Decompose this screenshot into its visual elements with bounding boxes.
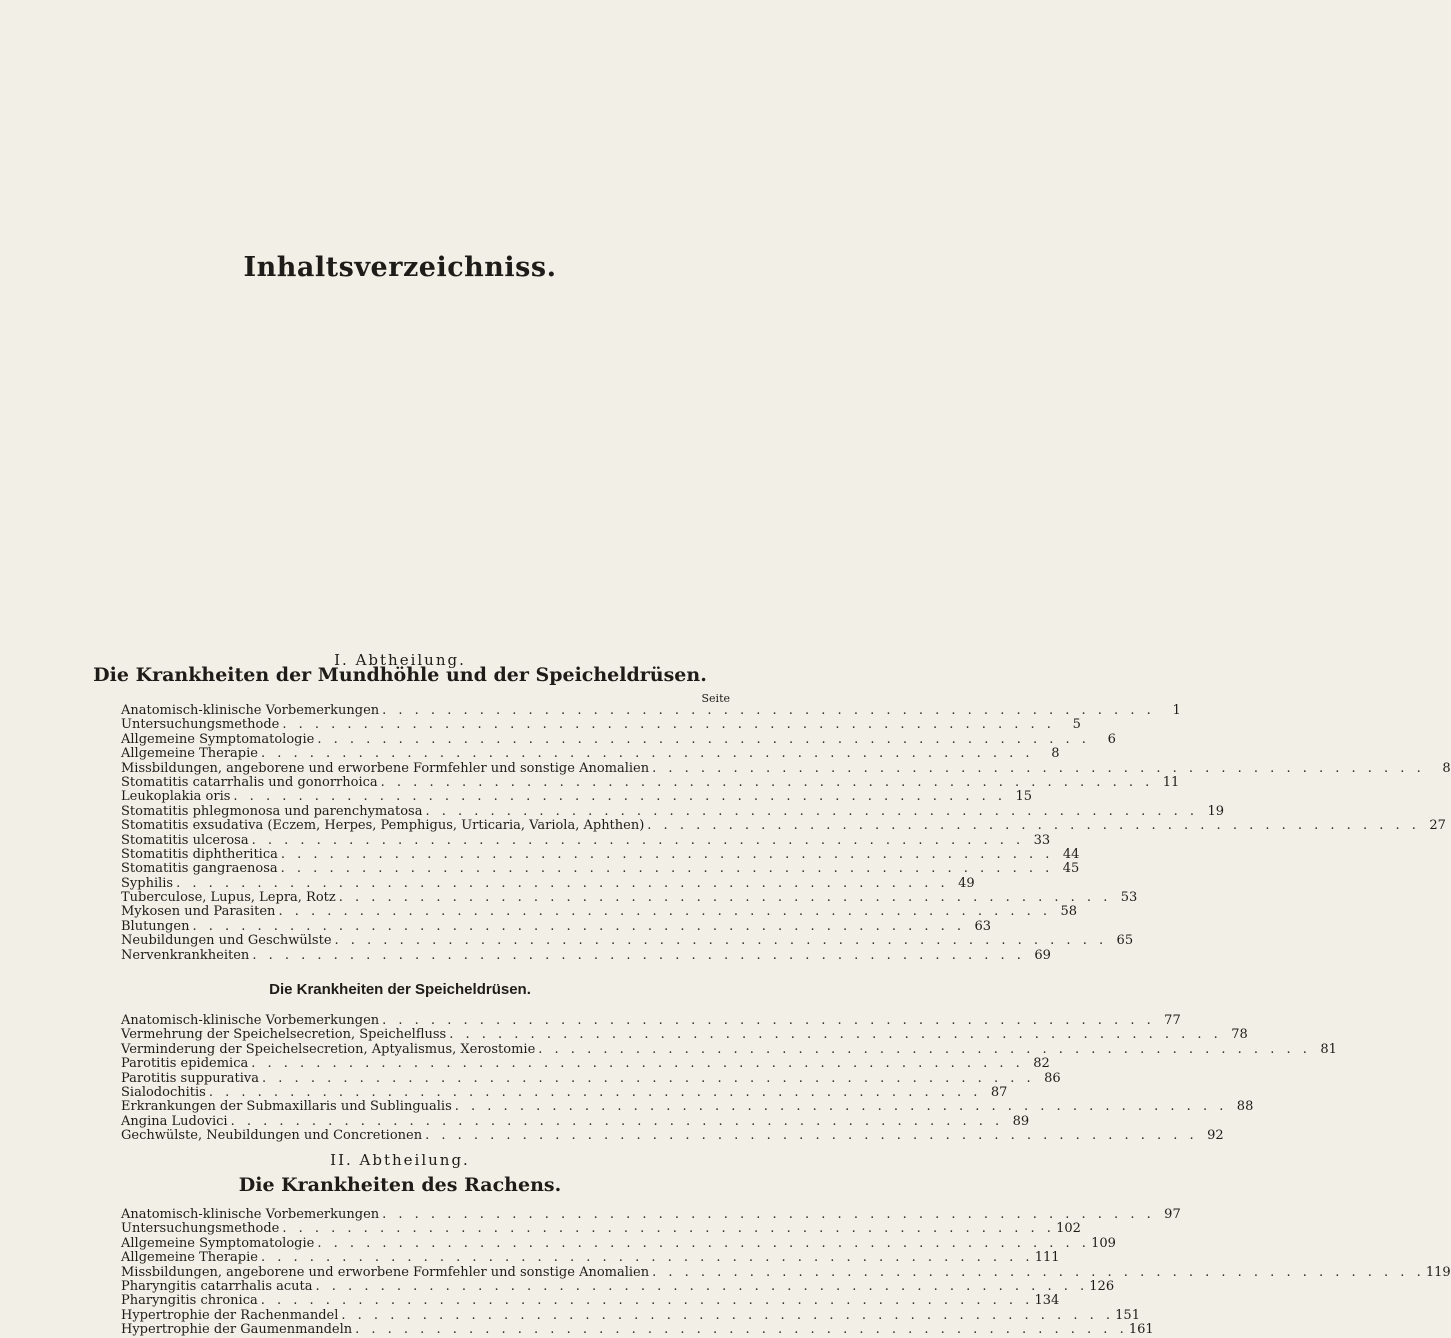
dot-leader: . . . . . . . . . . . . . . . . . . . . . . . . . . . . . . . . . . . . . . . . . . . . . . . .	[538, 1041, 1311, 1057]
dot-leader: . . . . . . . . . . . . . . . . . . . . . . . . . . . . . . . . . . . . . . . . . . . . . . . .	[280, 846, 1054, 862]
dot-leader: . . . . . . . . . . . . . . . . . . . . . . . . . . . . . . . . . . . . . . . . . . . . . . . .	[382, 1207, 1155, 1222]
toc-entry	[121, 1113, 1030, 1129]
dot-leader: . . . . . . . . . . . . . . . . . . . . . . . . . . . . . . . . . . . . . . . . . . . . . . . .	[334, 933, 1108, 949]
toc-entry-page: 44	[1062, 846, 1080, 862]
toc-entry-page: 161	[1128, 1322, 1154, 1338]
toc-entry-page: 86	[1044, 1070, 1061, 1086]
toc-entry-label: Pharyngitis chronica	[121, 1293, 258, 1309]
toc-entry	[121, 789, 1032, 805]
toc-entry-page: 15	[1015, 789, 1032, 805]
toc-entry-label: Stomatitis ulcerosa	[121, 832, 249, 848]
dot-leader: . . . . . . . . . . . . . . . . . . . . . . . . . . . . . . . . . . . . . . . . . . . . . . . .	[260, 1293, 1034, 1309]
toc-entry-label: Untersuchungsmethode	[121, 717, 280, 733]
toc-entry-page: 81	[1320, 1041, 1337, 1057]
toc-entry	[121, 875, 975, 891]
dot-leader: . . . . . . . . . . . . . . . . . . . . . . . . . . . . . . . . . . . . . . . . . . . . . . . .	[652, 760, 1425, 776]
toc-entry	[121, 803, 1225, 819]
toc-entry-label: Blutungen	[121, 918, 190, 934]
dot-leader: . . . . . . . . . . . . . . . . . . . . . . . . . . . . . . . . . . . . . . . . . . . . . . . .	[652, 1264, 1425, 1280]
dot-leader: . . . . . . . . . . . . . . . . . . . . . . . . . . . . . . . . . . . . . . . . . . . . . . . .	[252, 947, 1025, 963]
part-2-toc-list	[121, 1207, 1451, 1338]
toc-entry-label: Allgemeine Symptomatologie	[121, 1235, 315, 1251]
toc-entry	[121, 1070, 1061, 1086]
dot-leader: . . . . . . . . . . . . . . . . . . . . . . . . . . . . . . . . . . . . . . . . . . . . . . . .	[425, 803, 1199, 819]
toc-entry-page: 53	[1120, 890, 1138, 906]
dot-leader: . . . . . . . . . . . . . . . . . . . . . . . . . . . . . . . . . . . . . . . . . . . . . . . .	[317, 1235, 1090, 1251]
dot-leader: . . . . . . . . . . . . . . . . . . . . . . . . . . . . . . . . . . . . . . . . . . . . . . . .	[282, 717, 1055, 733]
toc-entry	[121, 1221, 1081, 1237]
dot-leader: . . . . . . . . . . . . . . . . . . . . . . . . . . . . . . . . . . . . . . . . . . . . . . . .	[251, 1056, 1024, 1072]
toc-entry-label: Stomatitis phlegmonosa und parenchymatosa	[121, 803, 423, 819]
toc-entry-page: 89	[1012, 1113, 1030, 1129]
toc-entry	[121, 760, 1451, 776]
toc-entry-label: Stomatitis catarrhalis und gonorrhoica	[121, 774, 378, 790]
toc-entry	[121, 947, 1051, 963]
toc-entry-page: 19	[1207, 803, 1225, 819]
toc-entry-page: 49	[958, 875, 975, 891]
toc-entry-page: 6	[1107, 731, 1116, 747]
toc-entry-label: Neubildungen und Geschwülste	[121, 933, 332, 949]
toc-entry-page: 82	[1033, 1056, 1050, 1072]
toc-entry	[121, 731, 1116, 747]
toc-entry-page: 97	[1164, 1207, 1181, 1222]
toc-entry-page: 126	[1089, 1278, 1115, 1294]
toc-entry-label: Allgemeine Therapie	[121, 746, 258, 762]
toc-entry-label: Syphilis	[121, 875, 174, 891]
toc-entry-page: 77	[1164, 1013, 1181, 1028]
toc-entry	[121, 1041, 1337, 1057]
toc-entry-page: 88	[1236, 1099, 1254, 1115]
toc-entry-label: Stomatitis diphtheritica	[121, 846, 278, 862]
toc-entry-label: Anatomisch-klinische Vorbemerkungen	[121, 703, 380, 718]
toc-entry-label: Stomatitis gangraenosa	[121, 861, 278, 877]
dot-leader: . . . . . . . . . . . . . . . . . . . . . . . . . . . . . . . . . . . . . . . . . . . . . . . .	[315, 1278, 1089, 1294]
toc-entry-page: 63	[974, 918, 992, 934]
dot-leader: . . . . . . . . . . . . . . . . . . . . . . . . . . . . . . . . . . . . . . . . . . . . . . . .	[233, 789, 1006, 805]
toc-entry-page: 69	[1034, 947, 1051, 963]
dot-leader: . . . . . . . . . . . . . . . . . . . . . . . . . . . . . . . . . . . . . . . . . . . . . . . .	[260, 1250, 1034, 1266]
toc-entry	[121, 890, 1138, 906]
division-2-heading: II. Abtheilung.	[330, 1151, 470, 1169]
toc-entry-label: Parotitis suppurativa	[121, 1070, 260, 1086]
page-title: Inhaltsverzeichniss.	[243, 252, 557, 283]
dot-leader: . . . . . . . . . . . . . . . . . . . . . . . . . . . . . . . . . . . . . . . . . . . . . . . .	[454, 1099, 1228, 1115]
dot-leader: . . . . . . . . . . . . . . . . . . . . . . . . . . . . . . . . . . . . . . . . . . . . . . . .	[355, 1322, 1128, 1338]
dot-leader: . . . . . . . . . . . . . . . . . . . . . . . . . . . . . . . . . . . . . . . . . . . . . . . .	[176, 875, 949, 891]
dot-leader: . . . . . . . . . . . . . . . . . . . . . . . . . . . . . . . . . . . . . . . . . . . . . . . .	[282, 1221, 1055, 1237]
dot-leader: . . . . . . . . . . . . . . . . . . . . . . . . . . . . . . . . . . . . . . . . . . . . . . . .	[208, 1084, 982, 1100]
dot-leader: . . . . . . . . . . . . . . . . . . . . . . . . . . . . . . . . . . . . . . . . . . . . . . . .	[647, 818, 1420, 834]
toc-entry-label: Vermehrung der Speichelsecretion, Speichelfluss	[121, 1027, 447, 1043]
toc-entry	[121, 1084, 1008, 1100]
toc-entry-page: 65	[1116, 933, 1134, 949]
toc-entry-label: Hypertrophie der Rachenmandel	[121, 1307, 339, 1323]
dot-leader: . . . . . . . . . . . . . . . . . . . . . . . . . . . . . . . . . . . . . . . . . . . . . . . .	[317, 731, 1090, 747]
dot-leader: . . . . . . . . . . . . . . . . . . . . . . . . . . . . . . . . . . . . . . . . . . . . . . . .	[230, 1113, 1004, 1129]
toc-entry-page: 87	[990, 1084, 1008, 1100]
toc-entry	[121, 1099, 1254, 1115]
dot-leader: . . . . . . . . . . . . . . . . . . . . . . . . . . . . . . . . . . . . . . . . . . . . . . . .	[262, 1070, 1035, 1086]
toc-entry	[121, 904, 1078, 920]
toc-entry-label: Gechwülste, Neubildungen und Concretionen	[121, 1128, 423, 1144]
toc-entry-page: 45	[1062, 861, 1080, 877]
dot-leader: . . . . . . . . . . . . . . . . . . . . . . . . . . . . . . . . . . . . . . . . . . . . . . . .	[425, 1128, 1198, 1144]
toc-entry-page: 8	[1442, 760, 1451, 776]
toc-entry	[121, 1013, 1181, 1028]
toc-entry-label: Untersuchungsmethode	[121, 1221, 280, 1237]
toc-entry	[121, 861, 1080, 877]
toc-entry	[121, 1278, 1115, 1294]
toc-entry	[121, 832, 1051, 848]
toc-entry-page: 119	[1425, 1264, 1451, 1280]
toc-entry	[121, 818, 1446, 834]
dot-leader: . . . . . . . . . . . . . . . . . . . . . . . . . . . . . . . . . . . . . . . . . . . . . . . .	[192, 918, 966, 934]
toc-entry-page: 134	[1034, 1293, 1060, 1309]
dot-leader: . . . . . . . . . . . . . . . . . . . . . . . . . . . . . . . . . . . . . . . . . . . . . . . .	[251, 832, 1025, 848]
toc-entry-label: Erkrankungen der Submaxillaris und Sublingualis	[121, 1099, 452, 1115]
toc-entry-label: Tuberculose, Lupus, Lepra, Rotz	[121, 890, 336, 906]
toc-entry-page: 27	[1429, 818, 1446, 834]
toc-entry-page: 109	[1091, 1235, 1116, 1251]
toc-entry-page: 151	[1115, 1307, 1140, 1323]
toc-entry	[121, 1056, 1050, 1072]
dot-leader: . . . . . . . . . . . . . . . . . . . . . . . . . . . . . . . . . . . . . . . . . . . . . . . .	[260, 746, 1034, 762]
toc-entry-label: Parotitis epidemica	[121, 1056, 249, 1072]
toc-entry	[121, 1207, 1181, 1222]
toc-entry-page: 92	[1207, 1128, 1224, 1144]
toc-entry	[121, 933, 1134, 949]
toc-entry	[121, 1322, 1154, 1338]
dot-leader: . . . . . . . . . . . . . . . . . . . . . . . . . . . . . . . . . . . . . . . . . . . . . . . .	[382, 1013, 1155, 1028]
toc-entry-page: 111	[1034, 1250, 1060, 1266]
toc-entry	[121, 703, 1181, 718]
toc-entry	[121, 1264, 1451, 1280]
toc-entry-label: Sialodochitis	[121, 1084, 206, 1100]
dot-leader: . . . . . . . . . . . . . . . . . . . . . . . . . . . . . . . . . . . . . . . . . . . . . . . .	[380, 774, 1154, 790]
part-1-toc-list	[121, 703, 1451, 963]
toc-entry	[121, 846, 1080, 862]
salivary-glands-subtitle: Die Krankheiten der Speicheldrüsen.	[269, 981, 531, 998]
toc-entry-label: Mykosen und Parasiten	[121, 904, 276, 920]
dot-leader: . . . . . . . . . . . . . . . . . . . . . . . . . . . . . . . . . . . . . . . . . . . . . . . .	[382, 703, 1155, 718]
dot-leader: . . . . . . . . . . . . . . . . . . . . . . . . . . . . . . . . . . . . . . . . . . . . . . . .	[449, 1027, 1222, 1043]
division-1-heading: I. Abtheilung.	[334, 651, 466, 669]
toc-entry-label: Stomatitis exsudativa (Eczem, Herpes, Pemphigus, Urticaria, Variola, Aphthen)	[121, 818, 645, 834]
toc-entry-label: Anatomisch-klinische Vorbemerkungen	[121, 1013, 380, 1028]
toc-entry-page: 33	[1033, 832, 1051, 848]
toc-entry-label: Leukoplakia oris	[121, 789, 231, 805]
toc-entry-page: 11	[1162, 774, 1180, 790]
toc-entry-page: 58	[1060, 904, 1078, 920]
toc-entry-label: Missbildungen, angeborene und erworbene Formfehler und sonstige Anomalien	[121, 760, 650, 776]
salivary-glands-toc-list	[121, 1013, 1337, 1144]
toc-entry	[121, 1128, 1224, 1144]
toc-entry-label: Allgemeine Symptomatologie	[121, 731, 315, 747]
toc-entry-page: 5	[1072, 717, 1081, 733]
dot-leader: . . . . . . . . . . . . . . . . . . . . . . . . . . . . . . . . . . . . . . . . . . . . . . . .	[338, 890, 1112, 906]
toc-entry-label: Missbildungen, angeborene und erworbene Formfehler und sonstige Anomalien	[121, 1264, 650, 1280]
part-1-title: Die Krankheiten der Mundhöhle und der Speicheldrüsen.	[93, 664, 707, 686]
toc-entry-page: 78	[1231, 1027, 1248, 1043]
toc-entry-label: Hypertrophie der Gaumenmandeln	[121, 1322, 353, 1338]
toc-entry	[121, 1027, 1248, 1043]
toc-entry-label: Anatomisch-klinische Vorbemerkungen	[121, 1207, 380, 1222]
toc-entry	[121, 1307, 1140, 1323]
toc-entry-label: Allgemeine Therapie	[121, 1250, 258, 1266]
toc-entry	[121, 918, 992, 934]
toc-entry-page: 1	[1172, 703, 1181, 718]
toc-entry	[121, 1235, 1116, 1251]
toc-entry-page: 102	[1056, 1221, 1081, 1237]
toc-entry	[121, 717, 1081, 733]
toc-entry-label: Angina Ludovici	[121, 1113, 228, 1129]
dot-leader: . . . . . . . . . . . . . . . . . . . . . . . . . . . . . . . . . . . . . . . . . . . . . . . .	[341, 1307, 1114, 1323]
toc-entry	[121, 774, 1180, 790]
dot-leader: . . . . . . . . . . . . . . . . . . . . . . . . . . . . . . . . . . . . . . . . . . . . . . . .	[280, 861, 1054, 877]
part-2-title: Die Krankheiten des Rachens.	[238, 1174, 562, 1196]
toc-entry	[121, 1250, 1060, 1266]
toc-entry-page: 8	[1051, 746, 1060, 762]
page-column-label: Seite	[701, 692, 730, 705]
toc-entry	[121, 746, 1060, 762]
toc-entry-label: Nervenkrankheiten	[121, 947, 250, 963]
toc-entry	[121, 1293, 1060, 1309]
dot-leader: . . . . . . . . . . . . . . . . . . . . . . . . . . . . . . . . . . . . . . . . . . . . . . . .	[278, 904, 1052, 920]
toc-entry-label: Pharyngitis catarrhalis acuta	[121, 1278, 313, 1294]
toc-entry-label: Verminderung der Speichelsecretion, Aptyalismus, Xerostomie	[121, 1041, 536, 1057]
